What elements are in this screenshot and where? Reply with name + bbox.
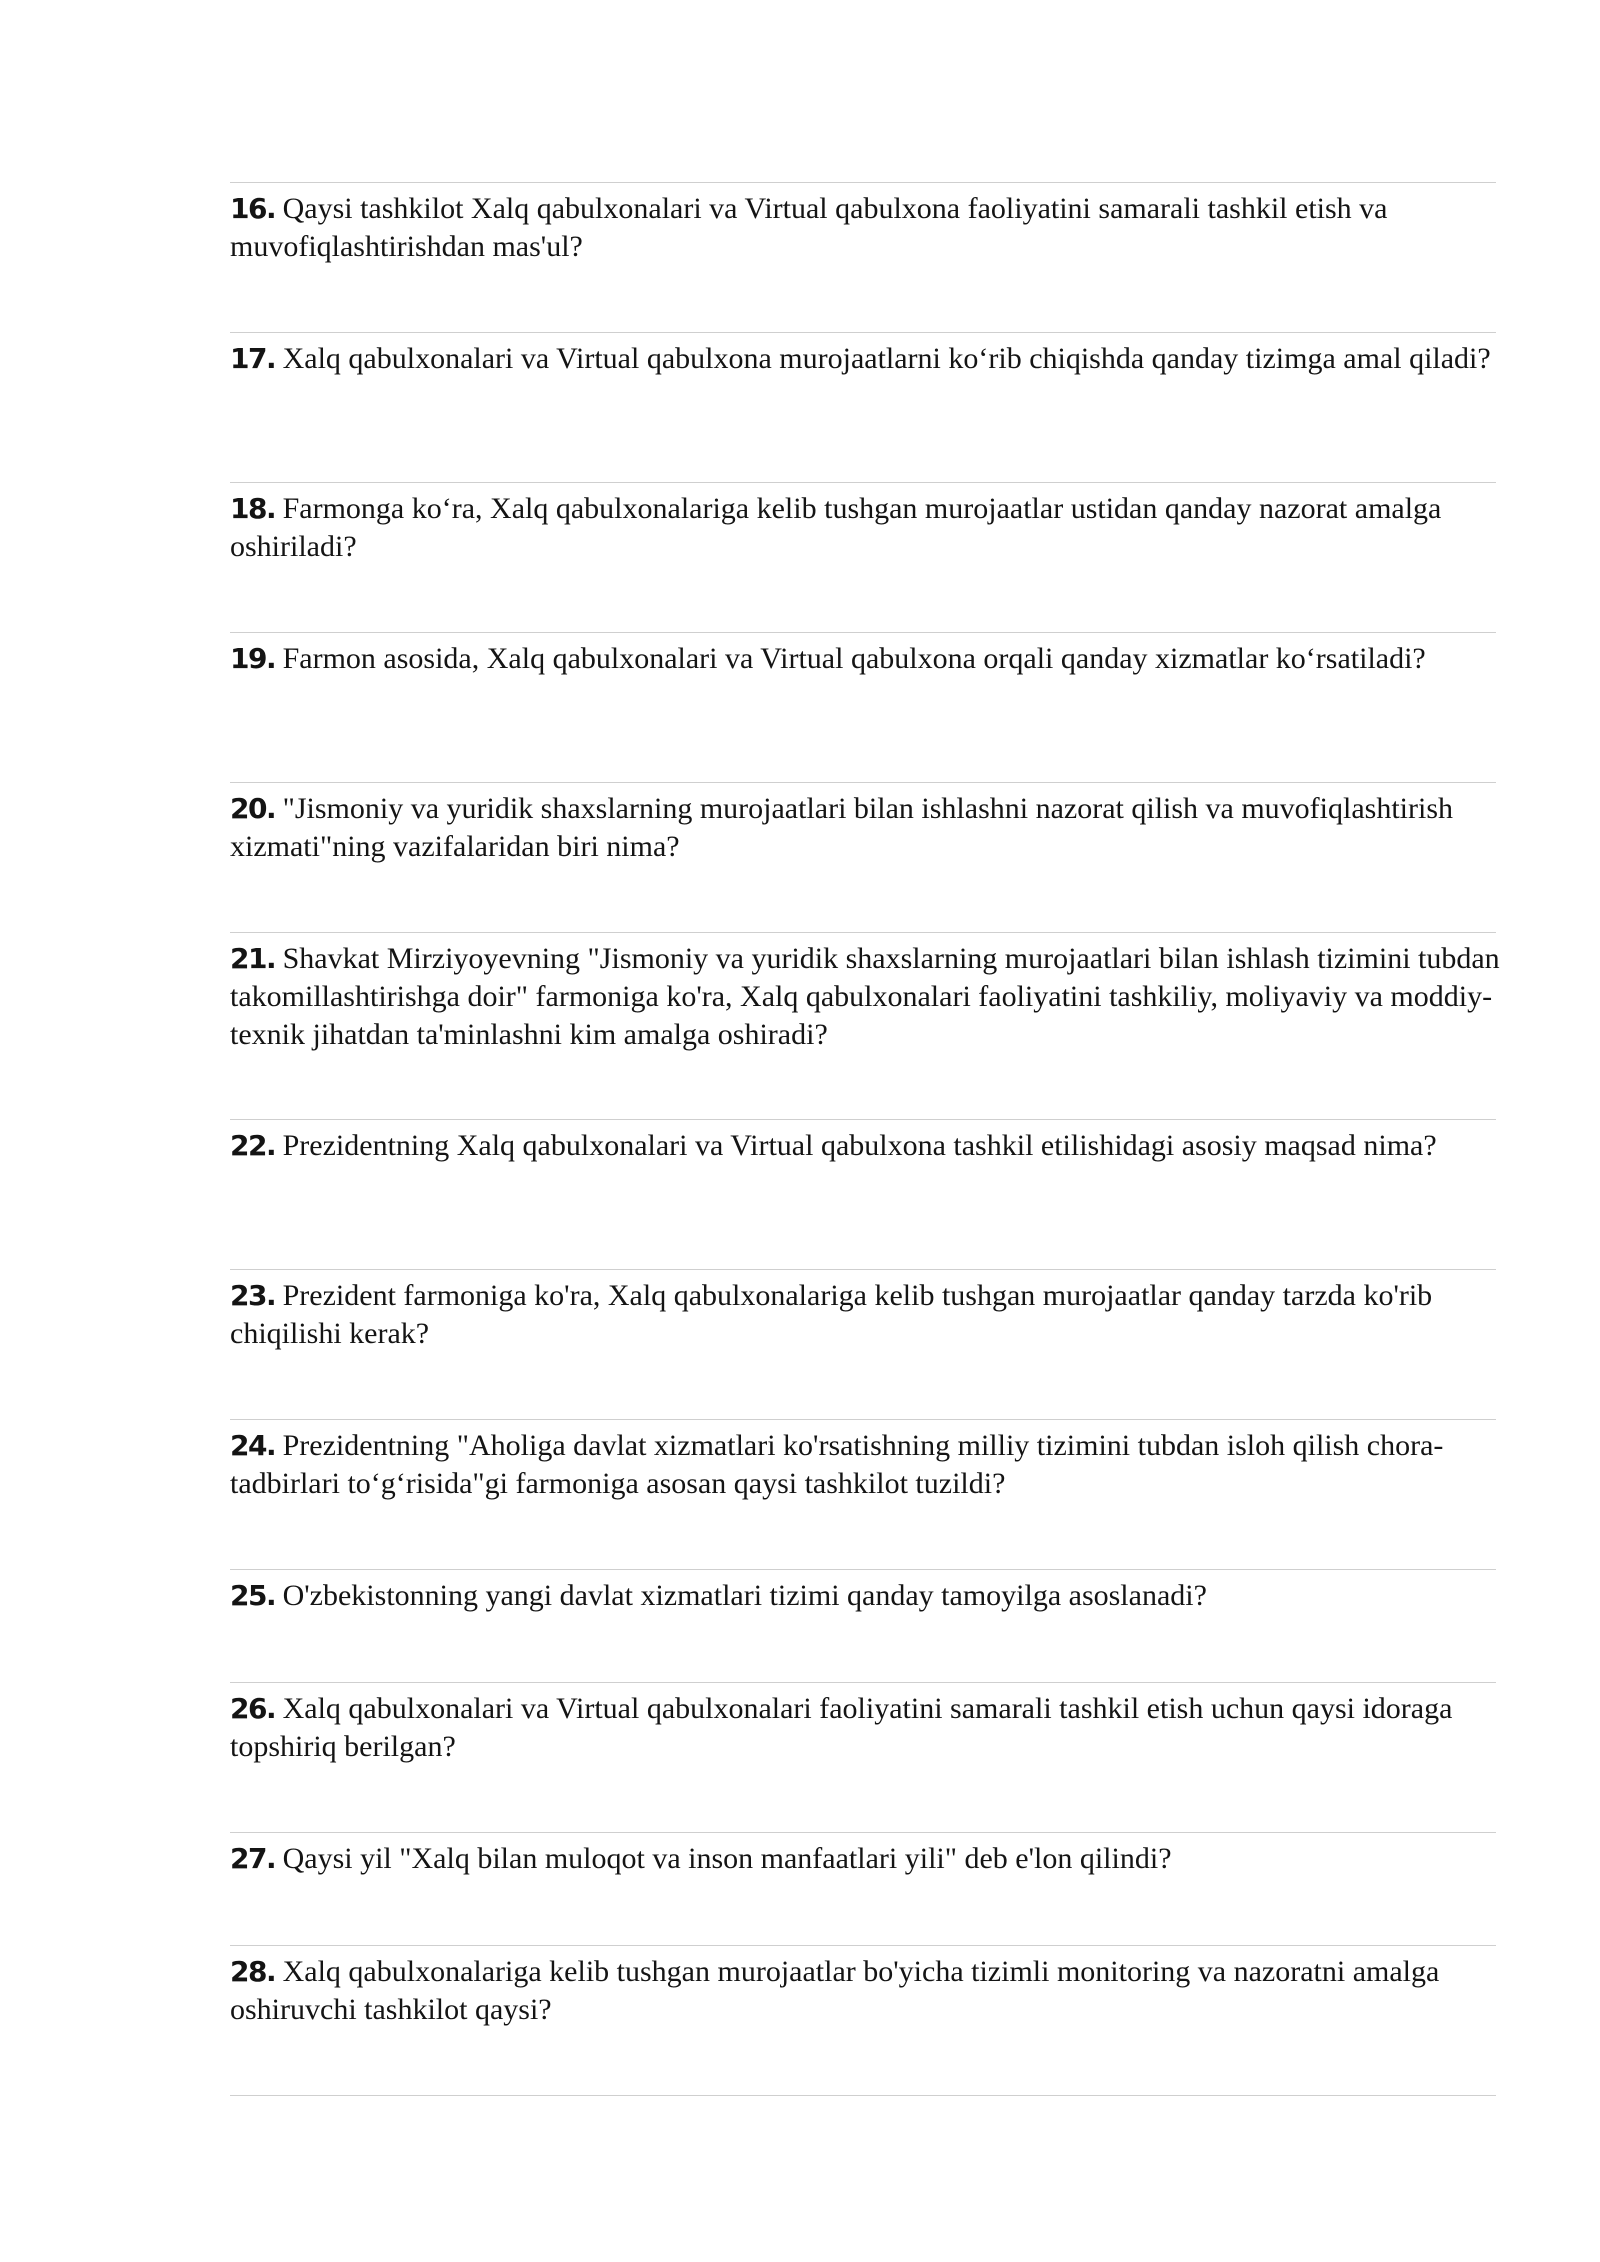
question-number: 17: [230, 342, 266, 375]
question-number: 16: [230, 192, 266, 225]
question-text: Qaysi yil "Xalq bilan muloqot va inson manfaatlari yili" deb e'lon qilindi?: [275, 1842, 1172, 1875]
divider-line: [230, 2095, 1496, 2096]
question-number: 23: [230, 1279, 266, 1312]
divider-line: [230, 182, 1496, 183]
question-number-separator: .: [265, 792, 276, 825]
question-number: 24: [230, 1429, 266, 1462]
question-19: [230, 640, 1500, 678]
divider-line: [230, 932, 1496, 933]
question-number-separator: .: [265, 192, 276, 225]
question-number: 21: [230, 942, 266, 975]
divider-line: [230, 332, 1496, 333]
question-number: 20: [230, 792, 266, 825]
divider-line: [230, 1419, 1496, 1420]
divider-line: [230, 632, 1496, 633]
question-text: O'zbekistonning yangi davlat xizmatlari tizimi qanday tamoyilga asoslanadi?: [275, 1579, 1207, 1612]
question-number-separator: .: [265, 1692, 276, 1725]
question-number: 26: [230, 1692, 266, 1725]
question-number-separator: .: [265, 1579, 276, 1612]
question-text: Qaysi tashkilot Xalq qabulxonalari va Virtual qabulxona faoliyatini samarali tashkil etish va muvofiqlashtirishdan mas'ul?: [230, 192, 1388, 263]
question-number: 27: [230, 1842, 266, 1875]
question-27: [230, 1840, 1500, 1878]
question-number-separator: .: [265, 942, 276, 975]
question-number-separator: .: [265, 1129, 276, 1162]
question-number: 19: [230, 642, 266, 675]
question-text: Shavkat Mirziyoyevning "Jismoniy va yuridik shaxslarning murojaatlari bilan ishlash tizimini tubdan takomillashtirishga doir" farmoniga ko'ra, Xalq qabulxonalari faoliyatini tashkiliy, moliyaviy va moddiy-texnik jihatdan ta'minlashni kim amalga oshiradi?: [230, 942, 1500, 1051]
question-16: [230, 190, 1500, 266]
question-text: "Jismoniy va yuridik shaxslarning murojaatlari bilan ishlashni nazorat qilish va muvofiqlashtirish xizmati"ning vazifalaridan biri nima?: [230, 792, 1454, 863]
question-number-separator: .: [265, 1842, 276, 1875]
question-number: 22: [230, 1129, 266, 1162]
divider-line: [230, 1682, 1496, 1683]
question-number-separator: .: [265, 492, 276, 525]
question-text: Farmonga ko‘ra, Xalq qabulxonalariga kelib tushgan murojaatlar ustidan qanday nazorat amalga oshiriladi?: [230, 492, 1442, 563]
divider-line: [230, 1832, 1496, 1833]
question-25: [230, 1577, 1500, 1615]
question-number-separator: .: [265, 1279, 276, 1312]
question-number-separator: .: [265, 342, 276, 375]
question-28: [230, 1953, 1500, 2029]
question-20: [230, 790, 1500, 866]
question-text: Prezidentning Xalq qabulxonalari va Virtual qabulxona tashkil etilishidagi asosiy maqsad nima?: [275, 1129, 1437, 1162]
question-number-separator: .: [265, 1429, 276, 1462]
question-26: [230, 1690, 1500, 1766]
question-number: 28: [230, 1955, 266, 1988]
question-text: Xalq qabulxonalari va Virtual qabulxonalari faoliyatini samarali tashkil etish uchun qaysi idoraga topshiriq berilgan?: [230, 1692, 1453, 1763]
question-text: Prezident farmoniga ko'ra, Xalq qabulxonalariga kelib tushgan murojaatlar qanday tarzda ko'rib chiqilishi kerak?: [230, 1279, 1433, 1350]
question-22: [230, 1127, 1500, 1165]
question-18: [230, 490, 1500, 566]
question-text: Xalq qabulxonalariga kelib tushgan murojaatlar bo'yicha tizimli monitoring va nazoratni amalga oshiruvchi tashkilot qaysi?: [230, 1955, 1440, 2026]
question-21: [230, 940, 1500, 1054]
question-23: [230, 1277, 1500, 1353]
divider-line: [230, 1269, 1496, 1270]
question-number-separator: .: [265, 642, 276, 675]
divider-line: [230, 1119, 1496, 1120]
divider-line: [230, 482, 1496, 483]
question-text: Farmon asosida, Xalq qabulxonalari va Virtual qabulxona orqali qanday xizmatlar ko‘rsatiladi?: [275, 642, 1426, 675]
question-text: Xalq qabulxonalari va Virtual qabulxona murojaatlarni ko‘rib chiqishda qanday tizimga amal qiladi?: [275, 342, 1491, 375]
question-number: 25: [230, 1579, 266, 1612]
divider-line: [230, 1945, 1496, 1946]
question-text: Prezidentning "Aholiga davlat xizmatlari ko'rsatishning milliy tizimini tubdan isloh qilish chora-tadbirlari to‘g‘risida"gi farmoniga asosan qaysi tashkilot tuzildi?: [230, 1429, 1444, 1500]
question-number-separator: .: [265, 1955, 276, 1988]
divider-line: [230, 782, 1496, 783]
divider-line: [230, 1569, 1496, 1570]
question-24: [230, 1427, 1500, 1503]
question-17: [230, 340, 1500, 378]
question-number: 18: [230, 492, 266, 525]
